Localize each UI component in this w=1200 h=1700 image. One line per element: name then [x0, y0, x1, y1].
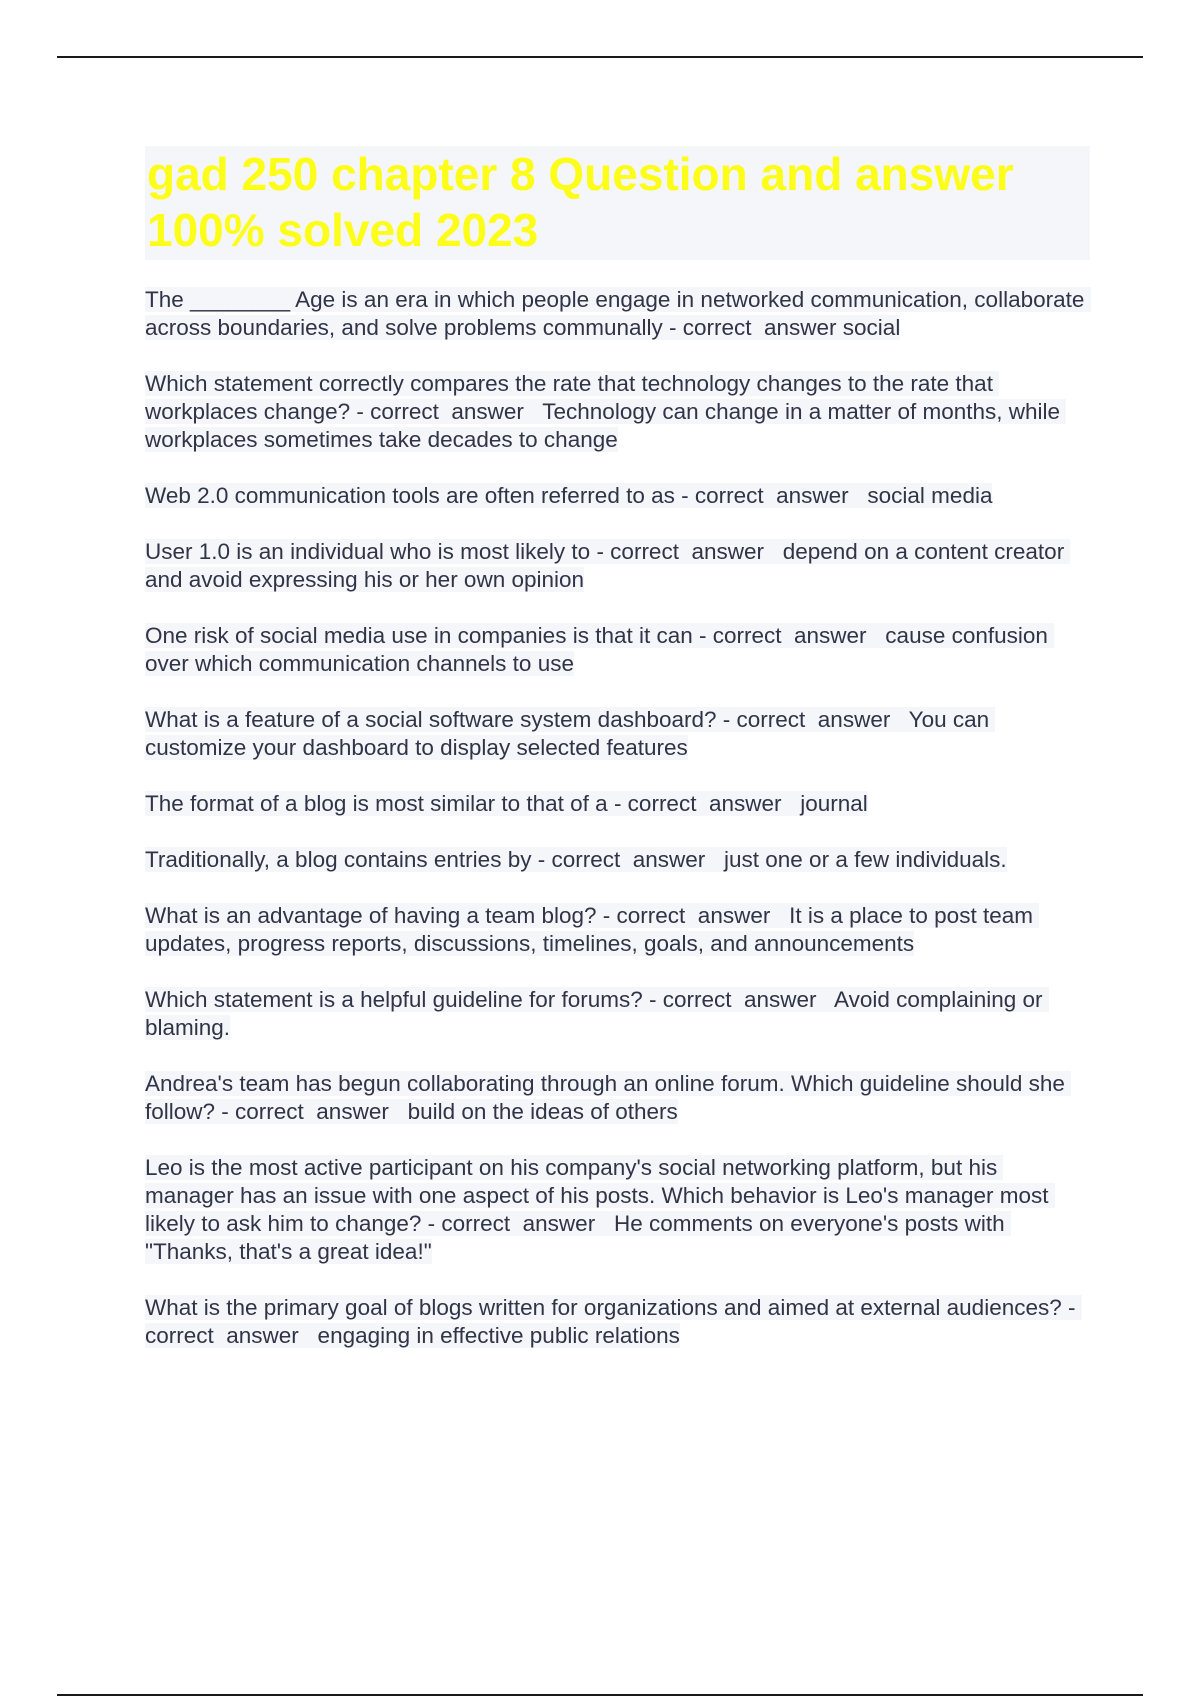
qa-text: What is an advantage of having a team blog? - correct answer It is a place to post team updates, progress reports, discussions, timelines, goals, and announcements [145, 903, 1040, 956]
qa-text: User 1.0 is an individual who is most likely to - correct answer depend on a content creator and avoid expressing his or her own opinion [145, 539, 1071, 592]
qa-text: Web 2.0 communication tools are often referred to as - correct answer social media [145, 483, 993, 508]
qa-item [145, 482, 1090, 510]
qa-item [145, 902, 1090, 958]
qa-item [145, 986, 1090, 1042]
qa-item [145, 370, 1090, 454]
qa-item [145, 846, 1090, 874]
qa-list [145, 286, 1090, 1350]
qa-item [145, 1154, 1090, 1266]
document-title: gad 250 chapter 8 Question and answer 100% solved 2023 [147, 148, 1014, 256]
qa-item [145, 790, 1090, 818]
qa-text: One risk of social media use in companies is that it can - correct answer cause confusion over which communication channels to use [145, 623, 1055, 676]
qa-text: Leo is the most active participant on his company's social networking platform, but his manager has an issue with one aspect of his posts. Which behavior is Leo's manager most likely to ask him to change? - correct answer He comments on everyone's posts with "Thanks, that's a great idea!" [145, 1155, 1055, 1264]
document-body [145, 146, 1090, 1378]
bottom-rule [57, 1694, 1143, 1696]
title-block [145, 146, 1090, 260]
qa-item [145, 1294, 1090, 1350]
qa-text: Traditionally, a blog contains entries by - correct answer just one or a few individuals. [145, 847, 1007, 872]
qa-text: The ________ Age is an era in which people engage in networked communication, collaborate across boundaries, and solve problems communally - correct answer social [145, 287, 1091, 340]
qa-text: Which statement is a helpful guideline for forums? - correct answer Avoid complaining or blaming. [145, 987, 1049, 1040]
qa-text: The format of a blog is most similar to that of a - correct answer journal [145, 791, 868, 816]
top-rule [57, 56, 1143, 58]
qa-item [145, 538, 1090, 594]
qa-text: What is the primary goal of blogs written for organizations and aimed at external audiences? - correct answer engaging in effective public relations [145, 1295, 1082, 1348]
qa-item [145, 706, 1090, 762]
qa-item [145, 1070, 1090, 1126]
qa-text: Andrea's team has begun collaborating through an online forum. Which guideline should she follow? - correct answer build on the ideas of others [145, 1071, 1072, 1124]
qa-text: What is a feature of a social software system dashboard? - correct answer You can customize your dashboard to display selected features [145, 707, 996, 760]
qa-text: Which statement correctly compares the rate that technology changes to the rate that workplaces change? - correct answer Technology can change in a matter of months, while workplaces sometimes take decades to change [145, 371, 1067, 452]
qa-item [145, 622, 1090, 678]
qa-item [145, 286, 1090, 342]
